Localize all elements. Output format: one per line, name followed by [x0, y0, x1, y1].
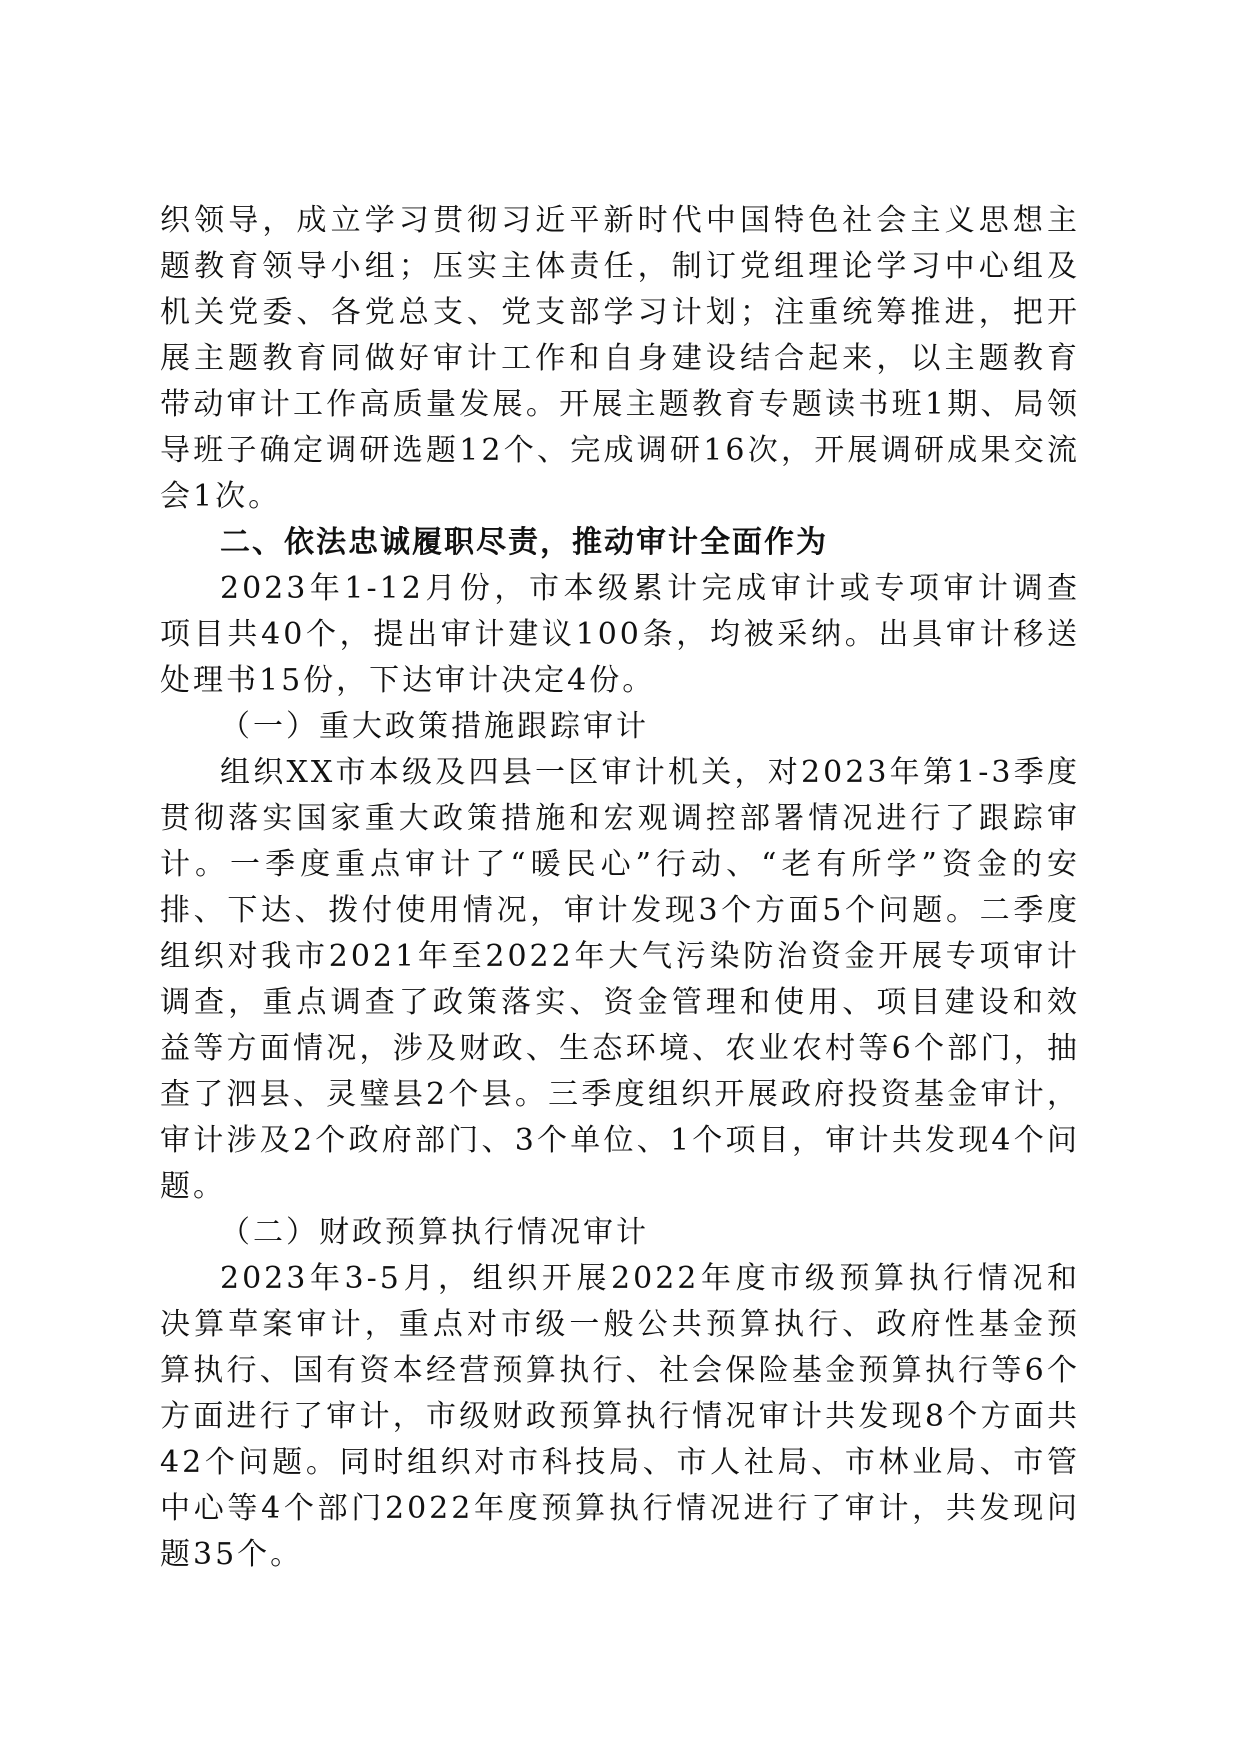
paragraph-policy-audit: 组织XX市本级及四县一区审计机关，对2023年第1-3季度贯彻落实国家重大政策措施和宏观调控部署情况进行了跟踪审计。一季度重点审计了“暖民心”行动、“老有所学”资金的安排、下达、拨付使用情况，审计发现3个方面5个问题。二季度组织对我市2021年至2022年大气污染防治资金开展专项审计调查，重点调查了政策落实、资金管理和使用、项目建设和效益等方面情况，涉及财政、生态环境、农业农村等6个部门，抽查了泗县、灵璧县2个县。三季度组织开展政府投资基金审计，审计涉及2个政府部门、3个单位、1个项目，审计共发现4个问题。	[160, 755, 1080, 1204]
paragraph-continuation: 织领导，成立学习贯彻习近平新时代中国特色社会主义思想主题教育领导小组；压实主体责任，制订党组理论学习中心组及机关党委、各党总支、党支部学习计划；注重统筹推进，把开展主题教育同做好审计工作和自身建设结合起来，以主题教育带动审计工作高质量发展。开展主题教育专题读书班1期、局领导班子确定调研选题12个、完成调研16次，开展调研成果交流会1次。	[160, 203, 1080, 514]
paragraph-audit-summary: 2023年1-12月份，市本级累计完成审计或专项审计调查项目共40个，提出审计建议100条，均被采纳。出具审计移送处理书15份，下达审计决定4份。	[160, 571, 1080, 698]
section-heading-2: 二、依法忠诚履职尽责，推动审计全面作为	[220, 525, 828, 560]
subheading-policy-audit: （一）重大政策措施跟踪审计	[220, 709, 649, 744]
paragraph-budget-audit: 2023年3-5月，组织开展2022年度市级预算执行情况和决算草案审计，重点对市级一般公共预算执行、政府性基金预算执行、国有资本经营预算执行、社会保险基金预算执行等6个方面进行了审计，市级财政预算执行情况审计共发现8个方面共42个问题。同时组织对市科技局、市人社局、市林业局、市管中心等4个部门2022年度预算执行情况进行了审计，共发现问题35个。	[160, 1261, 1080, 1572]
document-body	[160, 198, 1080, 1578]
subheading-budget-audit: （二）财政预算执行情况审计	[220, 1215, 649, 1250]
